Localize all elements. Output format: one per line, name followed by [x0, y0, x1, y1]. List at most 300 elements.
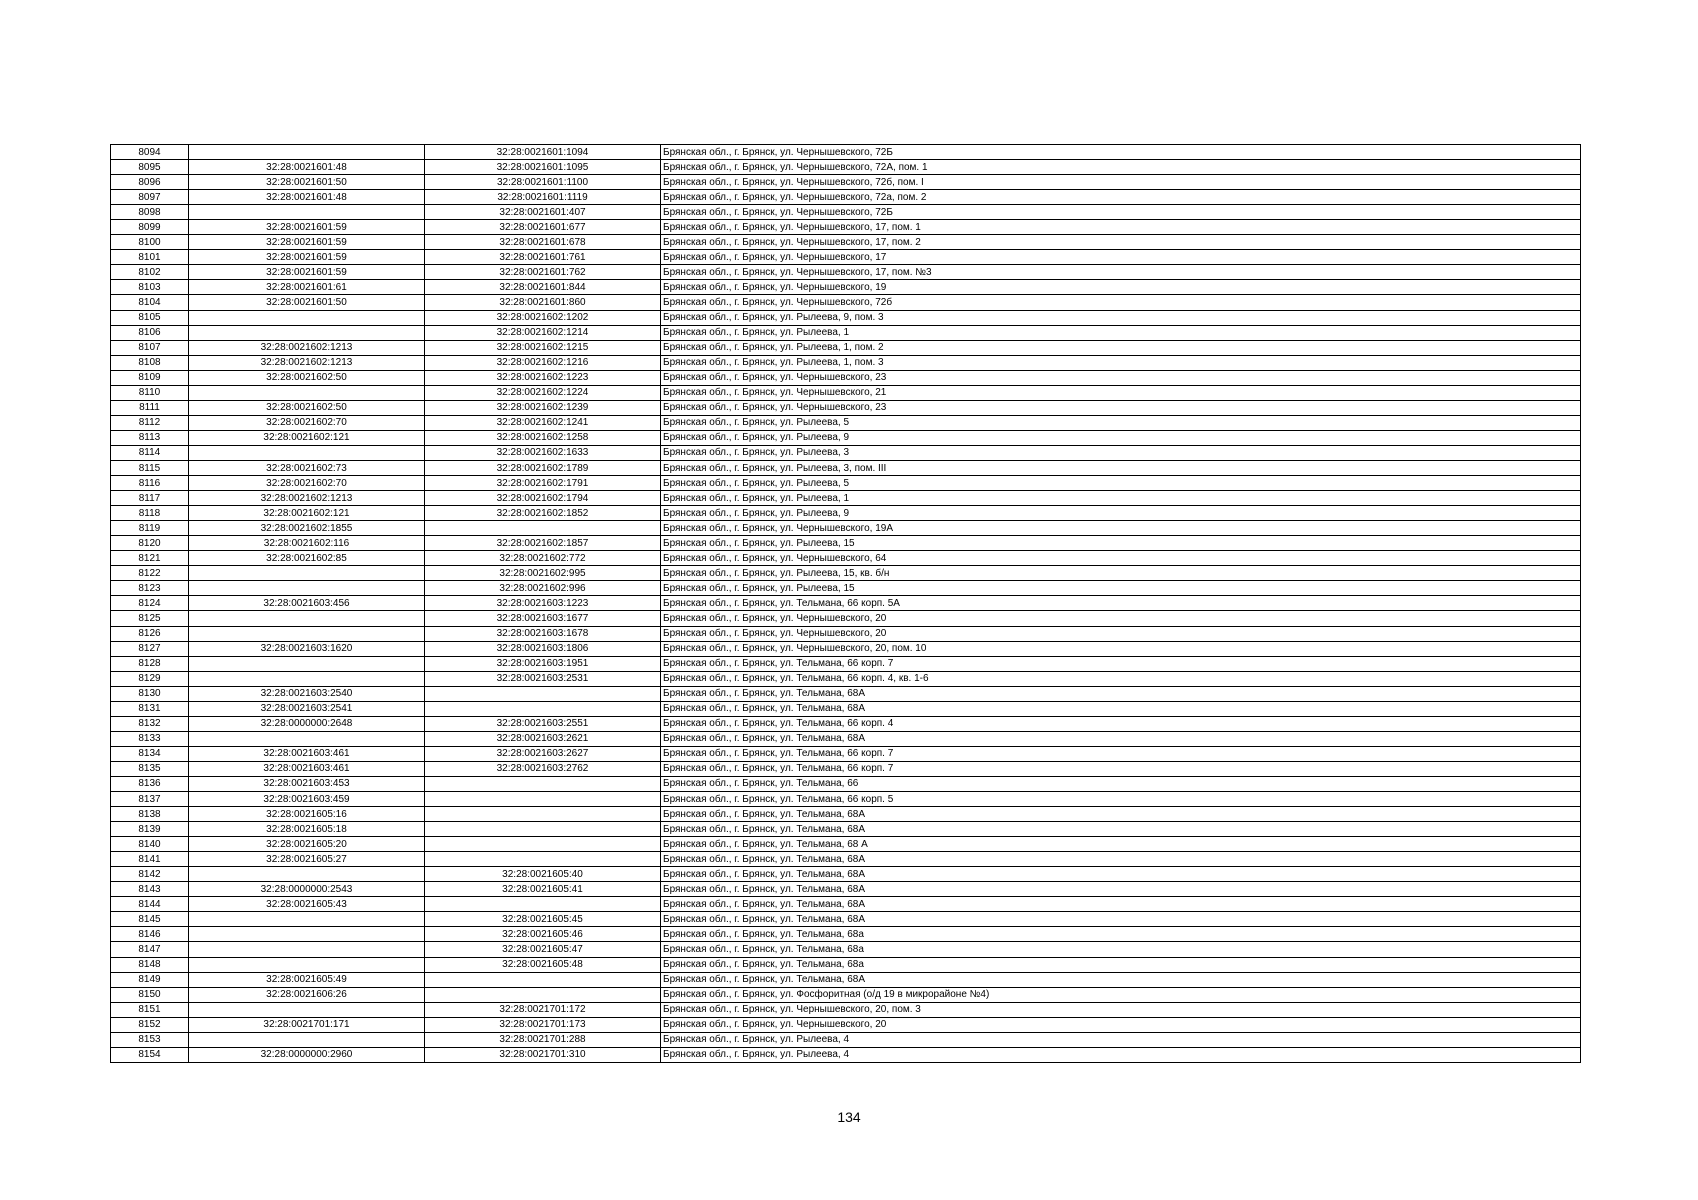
- address-cell: Брянская обл., г. Брянск, ул. Тельмана, 68а: [661, 927, 1581, 942]
- address-cell: Брянская обл., г. Брянск, ул. Чернышевского, 17, пом. №3: [661, 265, 1581, 280]
- address-cell: Брянская обл., г. Брянск, ул. Чернышевского, 72Б: [661, 205, 1581, 220]
- cadastral-number-cell: [425, 897, 661, 912]
- parent-cadastral-number-cell: 32:28:0000000:2960: [189, 1047, 425, 1062]
- address-cell: Брянская обл., г. Брянск, ул. Тельмана, 68А: [661, 882, 1581, 897]
- cadastral-number-cell: 32:28:0021701:173: [425, 1017, 661, 1032]
- address-cell: Брянская обл., г. Брянск, ул. Тельмана, 68А: [661, 731, 1581, 746]
- row-number-cell: 8146: [111, 927, 189, 942]
- address-cell: Брянская обл., г. Брянск, ул. Рылеева, 9: [661, 506, 1581, 521]
- table-row: [111, 822, 1581, 837]
- table-row: [111, 1002, 1581, 1017]
- cadastral-number-cell: [425, 792, 661, 807]
- parent-cadastral-number-cell: [189, 957, 425, 972]
- address-cell: Брянская обл., г. Брянск, ул. Рылеева, 5: [661, 415, 1581, 430]
- parent-cadastral-number-cell: 32:28:0000000:2543: [189, 882, 425, 897]
- parent-cadastral-number-cell: [189, 671, 425, 686]
- table-row: [111, 987, 1581, 1002]
- parent-cadastral-number-cell: [189, 1032, 425, 1047]
- page-number: 134: [837, 1109, 861, 1125]
- address-cell: Брянская обл., г. Брянск, ул. Чернышевского, 72б: [661, 295, 1581, 310]
- table-row: [111, 476, 1581, 491]
- row-number-cell: 8100: [111, 235, 189, 250]
- table-row: [111, 686, 1581, 701]
- cadastral-number-cell: 32:28:0021602:1223: [425, 370, 661, 385]
- parent-cadastral-number-cell: 32:28:0021602:121: [189, 430, 425, 445]
- table-row: [111, 295, 1581, 310]
- address-cell: Брянская обл., г. Брянск, ул. Тельмана, 66 корп. 5: [661, 792, 1581, 807]
- cadastral-number-cell: [425, 521, 661, 536]
- row-number-cell: 8135: [111, 761, 189, 776]
- address-cell: Брянская обл., г. Брянск, ул. Тельмана, 66 корп. 4, кв. 1-6: [661, 671, 1581, 686]
- address-cell: Брянская обл., г. Брянск, ул. Чернышевского, 72б, пом. I: [661, 175, 1581, 190]
- address-cell: Брянская обл., г. Брянск, ул. Рылеева, 15: [661, 581, 1581, 596]
- address-cell: Брянская обл., г. Брянск, ул. Чернышевского, 23: [661, 400, 1581, 415]
- cadastral-number-cell: 32:28:0021601:677: [425, 220, 661, 235]
- table-row: [111, 581, 1581, 596]
- row-number-cell: 8126: [111, 626, 189, 641]
- table-row: [111, 957, 1581, 972]
- parent-cadastral-number-cell: 32:28:0021602:70: [189, 476, 425, 491]
- table-row: [111, 716, 1581, 731]
- parent-cadastral-number-cell: 32:28:0021602:1213: [189, 355, 425, 370]
- table-row: [111, 370, 1581, 385]
- parent-cadastral-number-cell: 32:28:0021602:73: [189, 460, 425, 475]
- address-cell: Брянская обл., г. Брянск, ул. Тельмана, 66 корп. 7: [661, 746, 1581, 761]
- row-number-cell: 8112: [111, 415, 189, 430]
- cadastral-number-cell: 32:28:0021602:1241: [425, 415, 661, 430]
- address-cell: Брянская обл., г. Брянск, ул. Чернышевского, 17: [661, 250, 1581, 265]
- cadastral-number-cell: 32:28:0021603:1223: [425, 596, 661, 611]
- row-number-cell: 8109: [111, 370, 189, 385]
- row-number-cell: 8133: [111, 731, 189, 746]
- cadastral-number-cell: [425, 972, 661, 987]
- table-row: [111, 310, 1581, 325]
- row-number-cell: 8111: [111, 400, 189, 415]
- row-number-cell: 8110: [111, 385, 189, 400]
- row-number-cell: 8123: [111, 581, 189, 596]
- parent-cadastral-number-cell: [189, 325, 425, 340]
- table-row: [111, 837, 1581, 852]
- cadastral-number-cell: 32:28:0021601:1119: [425, 190, 661, 205]
- address-cell: Брянская обл., г. Брянск, ул. Рылеева, 4: [661, 1032, 1581, 1047]
- table-row: [111, 1017, 1581, 1032]
- address-cell: Брянская обл., г. Брянск, ул. Тельмана, 66 корп. 7: [661, 656, 1581, 671]
- row-number-cell: 8153: [111, 1032, 189, 1047]
- parent-cadastral-number-cell: 32:28:0021605:20: [189, 837, 425, 852]
- table-row: [111, 611, 1581, 626]
- parent-cadastral-number-cell: [189, 1002, 425, 1017]
- parent-cadastral-number-cell: 32:28:0021605:27: [189, 852, 425, 867]
- parent-cadastral-number-cell: [189, 566, 425, 581]
- address-cell: Брянская обл., г. Брянск, ул. Тельмана, 68 А: [661, 837, 1581, 852]
- cadastral-number-cell: 32:28:0021601:678: [425, 235, 661, 250]
- address-cell: Брянская обл., г. Брянск, ул. Чернышевского, 20: [661, 611, 1581, 626]
- address-cell: Брянская обл., г. Брянск, ул. Рылеева, 9: [661, 430, 1581, 445]
- row-number-cell: 8136: [111, 776, 189, 791]
- address-cell: Брянская обл., г. Брянск, ул. Рылеева, 1, пом. 2: [661, 340, 1581, 355]
- cadastral-number-cell: 32:28:0021601:860: [425, 295, 661, 310]
- cadastral-number-cell: 32:28:0021602:995: [425, 566, 661, 581]
- address-cell: Брянская обл., г. Брянск, ул. Рылеева, 9, пом. 3: [661, 310, 1581, 325]
- table-row: [111, 972, 1581, 987]
- cadastral-number-cell: 32:28:0021602:1789: [425, 460, 661, 475]
- row-number-cell: 8150: [111, 987, 189, 1002]
- cadastral-number-cell: 32:28:0021602:1633: [425, 445, 661, 460]
- table-row: [111, 415, 1581, 430]
- parent-cadastral-number-cell: 32:28:0021602:1855: [189, 521, 425, 536]
- parent-cadastral-number-cell: [189, 626, 425, 641]
- parent-cadastral-number-cell: 32:28:0021603:459: [189, 792, 425, 807]
- cadastral-number-cell: [425, 807, 661, 822]
- address-cell: Брянская обл., г. Брянск, ул. Чернышевского, 20: [661, 626, 1581, 641]
- parent-cadastral-number-cell: 32:28:0021605:49: [189, 972, 425, 987]
- table-row: [111, 325, 1581, 340]
- address-cell: Брянская обл., г. Брянск, ул. Чернышевского, 19А: [661, 521, 1581, 536]
- row-number-cell: 8121: [111, 551, 189, 566]
- table-row: [111, 250, 1581, 265]
- row-number-cell: 8097: [111, 190, 189, 205]
- parent-cadastral-number-cell: 32:28:0021603:2541: [189, 701, 425, 716]
- table-row: [111, 1032, 1581, 1047]
- row-number-cell: 8096: [111, 175, 189, 190]
- row-number-cell: 8108: [111, 355, 189, 370]
- parent-cadastral-number-cell: [189, 611, 425, 626]
- row-number-cell: 8139: [111, 822, 189, 837]
- address-cell: Брянская обл., г. Брянск, ул. Рылеева, 1: [661, 325, 1581, 340]
- address-cell: Брянская обл., г. Брянск, ул. Тельмана, 68А: [661, 912, 1581, 927]
- table-row: [111, 792, 1581, 807]
- table-row: [111, 912, 1581, 927]
- parent-cadastral-number-cell: [189, 310, 425, 325]
- cadastral-number-cell: 32:28:0021601:844: [425, 280, 661, 295]
- row-number-cell: 8105: [111, 310, 189, 325]
- row-number-cell: 8151: [111, 1002, 189, 1017]
- address-cell: Брянская обл., г. Брянск, ул. Чернышевского, 20, пом. 10: [661, 641, 1581, 656]
- parent-cadastral-number-cell: 32:28:0021605:43: [189, 897, 425, 912]
- cadastral-number-cell: 32:28:0021605:41: [425, 882, 661, 897]
- cadastral-number-cell: 32:28:0021601:407: [425, 205, 661, 220]
- parent-cadastral-number-cell: 32:28:0021601:50: [189, 295, 425, 310]
- row-number-cell: 8103: [111, 280, 189, 295]
- parent-cadastral-number-cell: 32:28:0021601:61: [189, 280, 425, 295]
- row-number-cell: 8125: [111, 611, 189, 626]
- address-cell: Брянская обл., г. Брянск, ул. Рылеева, 3, пом. III: [661, 460, 1581, 475]
- cadastral-number-cell: 32:28:0021602:1794: [425, 491, 661, 506]
- table-row: [111, 460, 1581, 475]
- cadastral-number-cell: 32:28:0021602:772: [425, 551, 661, 566]
- cadastral-number-cell: 32:28:0021601:1095: [425, 160, 661, 175]
- cadastral-number-cell: 32:28:0021602:1852: [425, 506, 661, 521]
- cadastral-number-cell: 32:28:0021605:46: [425, 927, 661, 942]
- parent-cadastral-number-cell: 32:28:0021601:50: [189, 175, 425, 190]
- parent-cadastral-number-cell: 32:28:0021602:116: [189, 536, 425, 551]
- cadastral-number-cell: [425, 686, 661, 701]
- table-row: [111, 265, 1581, 280]
- table-row: [111, 731, 1581, 746]
- parent-cadastral-number-cell: [189, 867, 425, 882]
- address-cell: Брянская обл., г. Брянск, ул. Чернышевского, 72А, пом. 1: [661, 160, 1581, 175]
- parent-cadastral-number-cell: 32:28:0021603:1620: [189, 641, 425, 656]
- cadastral-number-cell: [425, 701, 661, 716]
- table-row: [111, 355, 1581, 370]
- address-cell: Брянская обл., г. Брянск, ул. Тельмана, 66: [661, 776, 1581, 791]
- table-row: [111, 506, 1581, 521]
- table-row: [111, 160, 1581, 175]
- parent-cadastral-number-cell: [189, 385, 425, 400]
- parent-cadastral-number-cell: [189, 927, 425, 942]
- cadastral-number-cell: 32:28:0021602:1791: [425, 476, 661, 491]
- table-row: [111, 927, 1581, 942]
- parent-cadastral-number-cell: 32:28:0021602:1213: [189, 340, 425, 355]
- table-row: [111, 235, 1581, 250]
- row-number-cell: 8107: [111, 340, 189, 355]
- parent-cadastral-number-cell: 32:28:0021605:16: [189, 807, 425, 822]
- parent-cadastral-number-cell: [189, 145, 425, 160]
- row-number-cell: 8130: [111, 686, 189, 701]
- parent-cadastral-number-cell: 32:28:0021606:26: [189, 987, 425, 1002]
- table-row: [111, 807, 1581, 822]
- table-row: [111, 776, 1581, 791]
- address-cell: Брянская обл., г. Брянск, ул. Тельмана, 68А: [661, 701, 1581, 716]
- row-number-cell: 8094: [111, 145, 189, 160]
- address-cell: Брянская обл., г. Брянск, ул. Чернышевского, 20: [661, 1017, 1581, 1032]
- table-row: [111, 746, 1581, 761]
- row-number-cell: 8116: [111, 476, 189, 491]
- address-cell: Брянская обл., г. Брянск, ул. Тельмана, 68А: [661, 807, 1581, 822]
- row-number-cell: 8118: [111, 506, 189, 521]
- cadastral-number-cell: 32:28:0021603:2551: [425, 716, 661, 731]
- address-cell: Брянская обл., г. Брянск, ул. Тельмана, 68А: [661, 852, 1581, 867]
- parent-cadastral-number-cell: [189, 205, 425, 220]
- row-number-cell: 8140: [111, 837, 189, 852]
- table-row: [111, 400, 1581, 415]
- cadastral-number-cell: [425, 776, 661, 791]
- row-number-cell: 8115: [111, 460, 189, 475]
- cadastral-number-cell: 32:28:0021701:288: [425, 1032, 661, 1047]
- address-cell: Брянская обл., г. Брянск, ул. Чернышевского, 19: [661, 280, 1581, 295]
- address-cell: Брянская обл., г. Брянск, ул. Рылеева, 5: [661, 476, 1581, 491]
- parent-cadastral-number-cell: [189, 581, 425, 596]
- row-number-cell: 8099: [111, 220, 189, 235]
- table-row: [111, 1047, 1581, 1062]
- table-row: [111, 852, 1581, 867]
- row-number-cell: 8145: [111, 912, 189, 927]
- cadastral-number-cell: [425, 987, 661, 1002]
- table-row: [111, 340, 1581, 355]
- parent-cadastral-number-cell: 32:28:0021602:70: [189, 415, 425, 430]
- row-number-cell: 8129: [111, 671, 189, 686]
- address-cell: Брянская обл., г. Брянск, ул. Тельмана, 68А: [661, 686, 1581, 701]
- cadastral-number-cell: [425, 822, 661, 837]
- row-number-cell: 8104: [111, 295, 189, 310]
- address-cell: Брянская обл., г. Брянск, ул. Рылеева, 1, пом. 3: [661, 355, 1581, 370]
- parent-cadastral-number-cell: 32:28:0021602:50: [189, 370, 425, 385]
- row-number-cell: 8128: [111, 656, 189, 671]
- address-cell: Брянская обл., г. Брянск, ул. Тельмана, 68А: [661, 972, 1581, 987]
- address-cell: Брянская обл., г. Брянск, ул. Чернышевского, 21: [661, 385, 1581, 400]
- parent-cadastral-number-cell: [189, 942, 425, 957]
- table-row: [111, 551, 1581, 566]
- parent-cadastral-number-cell: 32:28:0021603:456: [189, 596, 425, 611]
- table-row: [111, 491, 1581, 506]
- table-row: [111, 867, 1581, 882]
- row-number-cell: 8117: [111, 491, 189, 506]
- cadastral-number-cell: 32:28:0021602:1214: [425, 325, 661, 340]
- cadastral-number-cell: 32:28:0021602:996: [425, 581, 661, 596]
- address-cell: Брянская обл., г. Брянск, ул. Чернышевского, 17, пом. 2: [661, 235, 1581, 250]
- row-number-cell: 8098: [111, 205, 189, 220]
- cadastral-number-cell: 32:28:0021601:761: [425, 250, 661, 265]
- cadastral-number-cell: 32:28:0021605:48: [425, 957, 661, 972]
- row-number-cell: 8106: [111, 325, 189, 340]
- cadastral-number-cell: 32:28:0021601:1100: [425, 175, 661, 190]
- cadastral-number-cell: 32:28:0021603:1806: [425, 641, 661, 656]
- parent-cadastral-number-cell: 32:28:0021603:453: [189, 776, 425, 791]
- row-number-cell: 8144: [111, 897, 189, 912]
- parent-cadastral-number-cell: 32:28:0000000:2648: [189, 716, 425, 731]
- parent-cadastral-number-cell: 32:28:0021601:59: [189, 235, 425, 250]
- parent-cadastral-number-cell: 32:28:0021605:18: [189, 822, 425, 837]
- table-row: [111, 656, 1581, 671]
- row-number-cell: 8119: [111, 521, 189, 536]
- row-number-cell: 8143: [111, 882, 189, 897]
- row-number-cell: 8131: [111, 701, 189, 716]
- cadastral-number-cell: [425, 852, 661, 867]
- parent-cadastral-number-cell: 32:28:0021601:48: [189, 160, 425, 175]
- table-row: [111, 641, 1581, 656]
- parent-cadastral-number-cell: 32:28:0021601:48: [189, 190, 425, 205]
- row-number-cell: 8141: [111, 852, 189, 867]
- row-number-cell: 8132: [111, 716, 189, 731]
- parent-cadastral-number-cell: 32:28:0021602:1213: [189, 491, 425, 506]
- address-cell: Брянская обл., г. Брянск, ул. Фосфоритная (о/д 19 в микрорайоне №4): [661, 987, 1581, 1002]
- table-row: [111, 280, 1581, 295]
- table-row: [111, 175, 1581, 190]
- table-row: [111, 701, 1581, 716]
- table-row: [111, 445, 1581, 460]
- address-cell: Брянская обл., г. Брянск, ул. Чернышевского, 72Б: [661, 145, 1581, 160]
- address-cell: Брянская обл., г. Брянск, ул. Чернышевского, 64: [661, 551, 1581, 566]
- address-cell: Брянская обл., г. Брянск, ул. Тельмана, 66 корп. 7: [661, 761, 1581, 776]
- cadastral-number-cell: 32:28:0021603:1677: [425, 611, 661, 626]
- row-number-cell: 8138: [111, 807, 189, 822]
- address-cell: Брянская обл., г. Брянск, ул. Тельмана, 68А: [661, 822, 1581, 837]
- table-row: [111, 190, 1581, 205]
- cadastral-number-cell: 32:28:0021603:2762: [425, 761, 661, 776]
- row-number-cell: 8113: [111, 430, 189, 445]
- address-cell: Брянская обл., г. Брянск, ул. Рылеева, 15, кв. б/н: [661, 566, 1581, 581]
- table-row: [111, 536, 1581, 551]
- parent-cadastral-number-cell: 32:28:0021602:121: [189, 506, 425, 521]
- parent-cadastral-number-cell: [189, 731, 425, 746]
- row-number-cell: 8095: [111, 160, 189, 175]
- parent-cadastral-number-cell: 32:28:0021601:59: [189, 220, 425, 235]
- address-cell: Брянская обл., г. Брянск, ул. Тельмана, 66 корп. 4: [661, 716, 1581, 731]
- cadastral-number-cell: 32:28:0021602:1857: [425, 536, 661, 551]
- parent-cadastral-number-cell: 32:28:0021601:59: [189, 265, 425, 280]
- address-cell: Брянская обл., г. Брянск, ул. Тельмана, 68А: [661, 897, 1581, 912]
- row-number-cell: 8102: [111, 265, 189, 280]
- parent-cadastral-number-cell: 32:28:0021601:59: [189, 250, 425, 265]
- cadastral-number-cell: 32:28:0021601:762: [425, 265, 661, 280]
- address-cell: Брянская обл., г. Брянск, ул. Тельмана, 68а: [661, 942, 1581, 957]
- registry-table: [110, 144, 1581, 1063]
- parent-cadastral-number-cell: 32:28:0021602:85: [189, 551, 425, 566]
- cadastral-number-cell: 32:28:0021605:40: [425, 867, 661, 882]
- parent-cadastral-number-cell: 32:28:0021701:171: [189, 1017, 425, 1032]
- cadastral-number-cell: 32:28:0021601:1094: [425, 145, 661, 160]
- cadastral-number-cell: 32:28:0021701:310: [425, 1047, 661, 1062]
- table-row: [111, 596, 1581, 611]
- table-row: [111, 145, 1581, 160]
- row-number-cell: 8134: [111, 746, 189, 761]
- cadastral-number-cell: 32:28:0021603:2531: [425, 671, 661, 686]
- address-cell: Брянская обл., г. Брянск, ул. Тельмана, 68А: [661, 867, 1581, 882]
- address-cell: Брянская обл., г. Брянск, ул. Рылеева, 3: [661, 445, 1581, 460]
- address-cell: Брянская обл., г. Брянск, ул. Рылеева, 15: [661, 536, 1581, 551]
- address-cell: Брянская обл., г. Брянск, ул. Чернышевского, 20, пом. 3: [661, 1002, 1581, 1017]
- row-number-cell: 8142: [111, 867, 189, 882]
- parent-cadastral-number-cell: [189, 656, 425, 671]
- cadastral-number-cell: 32:28:0021602:1258: [425, 430, 661, 445]
- cadastral-number-cell: [425, 837, 661, 852]
- cadastral-number-cell: 32:28:0021701:172: [425, 1002, 661, 1017]
- address-cell: Брянская обл., г. Брянск, ул. Рылеева, 1: [661, 491, 1581, 506]
- table-row: [111, 385, 1581, 400]
- registry-table-body: [111, 145, 1581, 1063]
- table-row: [111, 897, 1581, 912]
- parent-cadastral-number-cell: 32:28:0021603:461: [189, 746, 425, 761]
- address-cell: Брянская обл., г. Брянск, ул. Чернышевского, 17, пом. 1: [661, 220, 1581, 235]
- table-row: [111, 566, 1581, 581]
- row-number-cell: 8122: [111, 566, 189, 581]
- address-cell: Брянская обл., г. Брянск, ул. Тельмана, 68а: [661, 957, 1581, 972]
- row-number-cell: 8147: [111, 942, 189, 957]
- table-row: [111, 205, 1581, 220]
- parent-cadastral-number-cell: [189, 912, 425, 927]
- address-cell: Брянская обл., г. Брянск, ул. Чернышевского, 23: [661, 370, 1581, 385]
- row-number-cell: 8127: [111, 641, 189, 656]
- table-row: [111, 942, 1581, 957]
- address-cell: Брянская обл., г. Брянск, ул. Рылеева, 4: [661, 1047, 1581, 1062]
- address-cell: Брянская обл., г. Брянск, ул. Тельмана, 66 корп. 5А: [661, 596, 1581, 611]
- row-number-cell: 8120: [111, 536, 189, 551]
- row-number-cell: 8101: [111, 250, 189, 265]
- row-number-cell: 8137: [111, 792, 189, 807]
- row-number-cell: 8114: [111, 445, 189, 460]
- cadastral-number-cell: 32:28:0021603:1678: [425, 626, 661, 641]
- table-row: [111, 626, 1581, 641]
- parent-cadastral-number-cell: 32:28:0021602:50: [189, 400, 425, 415]
- table-row: [111, 882, 1581, 897]
- table-row: [111, 220, 1581, 235]
- table-row: [111, 521, 1581, 536]
- parent-cadastral-number-cell: 32:28:0021603:461: [189, 761, 425, 776]
- parent-cadastral-number-cell: [189, 445, 425, 460]
- table-row: [111, 761, 1581, 776]
- table-row: [111, 430, 1581, 445]
- row-number-cell: 8149: [111, 972, 189, 987]
- table-row: [111, 671, 1581, 686]
- cadastral-number-cell: 32:28:0021603:2621: [425, 731, 661, 746]
- cadastral-number-cell: 32:28:0021602:1215: [425, 340, 661, 355]
- cadastral-number-cell: 32:28:0021605:45: [425, 912, 661, 927]
- cadastral-number-cell: 32:28:0021602:1216: [425, 355, 661, 370]
- row-number-cell: 8148: [111, 957, 189, 972]
- row-number-cell: 8124: [111, 596, 189, 611]
- cadastral-number-cell: 32:28:0021602:1224: [425, 385, 661, 400]
- cadastral-number-cell: 32:28:0021603:2627: [425, 746, 661, 761]
